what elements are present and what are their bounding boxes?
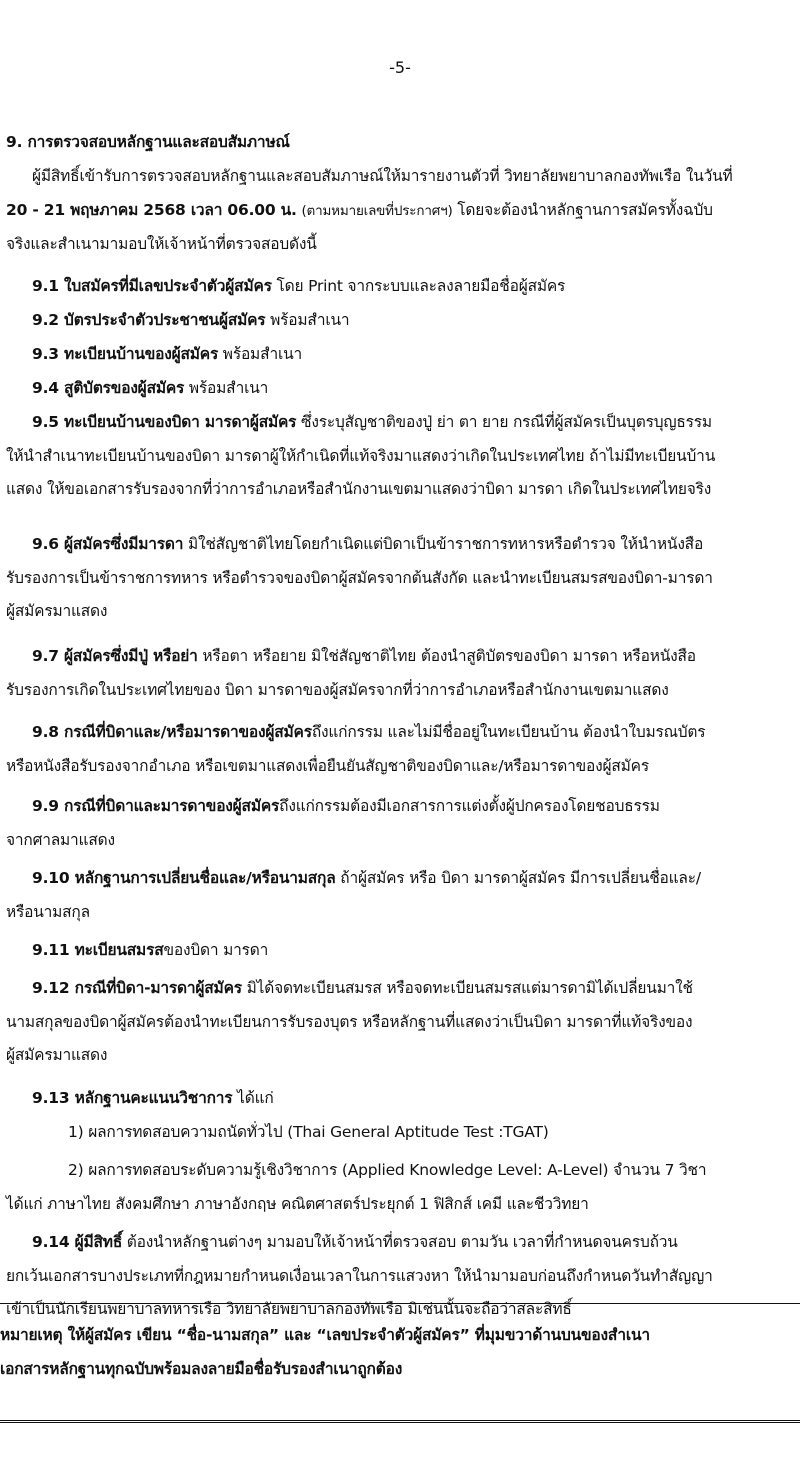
- item-9-14-line-3: เข้าเป็นนักเรียนพยาบาลทหารเรือ วิทยาลัยพยาบาลกองทัพเรือ มิเช่นนั้นจะถือว่าสละสิทธิ์: [6, 1300, 572, 1318]
- item-9-9: [6, 790, 794, 857]
- item-9-13-sub-2: [6, 1154, 794, 1221]
- item-9-4: [6, 372, 800, 406]
- intro-paragraph: [6, 160, 794, 262]
- item-9-2-title: 9.2 บัตรประจำตัวประชาชนผู้สมัคร: [32, 311, 266, 329]
- item-9-8-line-2: หรือหนังสือรับรองจากอำเภอ หรือเขตมาแสดงเพื่อยืนยันสัญชาติของบิดาและ/หรือมารดาของผู้สมัคร: [6, 756, 649, 775]
- item-9-4-text: พร้อมสำเนา: [184, 379, 269, 397]
- intro-line-3: จริงและสำเนามามอบให้เจ้าหน้าที่ตรวจสอบดังนี้: [6, 235, 317, 253]
- item-9-12-title: 9.12 กรณีที่บิดา-มารดาผู้สมัคร: [32, 979, 242, 997]
- note-block: [0, 1318, 798, 1386]
- item-9-10-line-1: ถ้าผู้สมัคร หรือ บิดา มารดาผู้สมัคร มีการเปลี่ยนชื่อและ/: [335, 869, 701, 887]
- note-line-1: หมายเหตุ ให้ผู้สมัคร เขียน “ชื่อ-นามสกุล” และ “เลขประจำตัวผู้สมัคร” ที่มุมขวาด้านบนของสำเนา: [0, 1326, 650, 1344]
- item-9-2: [6, 304, 800, 338]
- item-9-1: [6, 270, 800, 304]
- item-9-1-text: โดย Print จากระบบและลงลายมือชื่อผู้สมัคร: [271, 277, 566, 295]
- item-9-9-line-2: จากศาลมาแสดง: [6, 830, 115, 849]
- item-9-12: [6, 972, 794, 1073]
- item-9-1-title: 9.1 ใบสมัครที่มีเลขประจำตัวผู้สมัคร: [32, 277, 272, 295]
- item-9-13-text: ได้แก่: [232, 1089, 274, 1107]
- item-9-6-line-1: มิใช่สัญชาติไทยโดยกำเนิดแต่บิดาเป็นข้าราชการทหารหรือตำรวจ ให้นำหนังสือ: [183, 535, 704, 553]
- section-heading-text: 9. การตรวจสอบหลักฐานและสอบสัมภาษณ์: [6, 133, 290, 151]
- intro-line-1: ผู้มีสิทธิ์เข้ารับการตรวจสอบหลักฐานและสอบสัมภาษณ์ให้มารายงานตัวที่ วิทยาลัยพยาบาลกองทัพเรือ ในวันที่: [32, 167, 733, 185]
- item-9-13: [6, 1082, 800, 1116]
- item-9-13-sub-2-line-1: 2) ผลการทดสอบระดับความรู้เชิงวิชาการ (Applied Knowledge Level: A-Level) จำนวน 7 วิชา: [68, 1161, 707, 1179]
- note-line-2: เอกสารหลักฐานทุกฉบับพร้อมลงลายมือชื่อรับรองสำเนาถูกต้อง: [0, 1360, 403, 1378]
- item-9-5-title: 9.5 ทะเบียนบ้านของบิดา มารดาผู้สมัคร: [32, 413, 297, 431]
- page-number: -5-: [389, 58, 411, 77]
- note-top-rule: [0, 1303, 800, 1304]
- item-9-6-line-3: ผู้สมัครมาแสดง: [6, 602, 108, 620]
- item-9-6-line-2: รับรองการเป็นข้าราชการทหาร หรือตำรวจของบิดาผู้สมัครจากต้นสังกัด และนำทะเบียนสมรสของบิดา-มารดา: [6, 568, 713, 587]
- section-heading: [6, 126, 794, 160]
- note-bottom-rule: [0, 1420, 800, 1423]
- item-9-7-line-1: หรือตา หรือยาย มิใช่สัญชาติไทย ต้องนำสูติบัตรของบิดา มารดา หรือหนังสือ: [197, 647, 696, 665]
- item-9-5-line-3: แสดง ให้ขอเอกสารรับรองจากที่ว่าการอำเภอหรือสำนักงานเขตมาแสดงว่าบิดา มารดา เกิดในประเทศไทยจริง: [6, 480, 712, 498]
- item-9-13-sub-1: 1) ผลการทดสอบความถนัดทั่วไป (Thai General Aptitude Test :TGAT): [68, 1123, 549, 1141]
- intro-date: 20 - 21 พฤษภาคม 2568 เวลา 06.00 น.: [6, 200, 297, 219]
- item-9-5: [6, 406, 794, 507]
- item-9-14-title: 9.14 ผู้มีสิทธิ์: [32, 1233, 123, 1251]
- item-9-5-line-2: ให้นำสำเนาทะเบียนบ้านของบิดา มารดาผู้ให้กำเนิดที่แท้จริงมาแสดงว่าเกิดในประเทศไทย ถ้าไม่มีทะเบียนบ้าน: [6, 446, 716, 465]
- item-9-12-line-2: นามสกุลของบิดาผู้สมัครต้องนำทะเบียนการรับรองบุตร หรือหลักฐานที่แสดงว่าเป็นบิดา มารดาที่แท้จริงของ: [6, 1012, 693, 1031]
- item-9-8-title: 9.8 กรณีที่บิดาและ/หรือมารดาของผู้สมัคร: [32, 723, 312, 741]
- item-9-14: [6, 1226, 794, 1327]
- item-9-12-line-3: ผู้สมัครมาแสดง: [6, 1046, 108, 1064]
- item-9-2-text: พร้อมสำเนา: [265, 311, 350, 329]
- item-9-4-title: 9.4 สูติบัตรของผู้สมัคร: [32, 379, 185, 397]
- item-9-14-line-2: ยกเว้นเอกสารบางประเภทที่กฎหมายกำหนดเงื่อนเวลาในการแสวงหา ให้นำมามอบก่อนถึงกำหนดวันทำสัญญา: [6, 1266, 713, 1285]
- item-9-5-line-1: ซึ่งระบุสัญชาติของปู่ ย่า ตา ยาย กรณีที่ผู้สมัครเป็นบุตรบุญธรรม: [296, 413, 712, 431]
- item-9-10-title: 9.10 หลักฐานการเปลี่ยนชื่อและ/หรือนามสกุล: [32, 869, 336, 887]
- item-9-3-text: พร้อมสำเนา: [218, 345, 303, 363]
- item-9-12-line-1: มิได้จดทะเบียนสมรส หรือจดทะเบียนสมรสแต่มารดามิได้เปลี่ยนมาใช้: [241, 979, 693, 997]
- item-9-13-sub-2-line-2: ได้แก่ ภาษาไทย สังคมศึกษา ภาษาอังกฤษ คณิตศาสตร์ประยุกต์ 1 ฟิสิกส์ เคมี และชีววิทยา: [6, 1194, 589, 1213]
- item-9-11: [6, 934, 800, 968]
- item-9-10-line-2: หรือนามสกุล: [6, 902, 90, 921]
- item-9-13-title: 9.13 หลักฐานคะแนนวิชาการ: [32, 1089, 233, 1107]
- intro-note: (ตามหมายเลขที่ประกาศฯ): [301, 202, 453, 219]
- item-9-9-title: 9.9 กรณีที่บิดาและมารดาของผู้สมัคร: [32, 797, 280, 815]
- item-9-9-line-1: ถึงแก่กรรมต้องมีเอกสารการแต่งตั้งผู้ปกครองโดยชอบธรรม: [279, 797, 660, 815]
- item-9-8: [6, 716, 794, 783]
- item-9-11-text: ของบิดา มารดา: [163, 941, 269, 959]
- item-9-3-title: 9.3 ทะเบียนบ้านของผู้สมัคร: [32, 345, 219, 363]
- item-9-3: [6, 338, 800, 372]
- item-9-6-title: 9.6 ผู้สมัครซึ่งมีมารดา: [32, 535, 184, 553]
- item-9-14-line-1: ต้องนำหลักฐานต่างๆ มามอบให้เจ้าหน้าที่ตรวจสอบ ตามวัน เวลาที่กำหนดจนครบถ้วน: [122, 1233, 678, 1251]
- item-9-10: [6, 862, 794, 929]
- item-9-8-line-1: ถึงแก่กรรม และไม่มีชื่ออยู่ในทะเบียนบ้าน ต้องนำใบมรณบัตร: [311, 723, 706, 741]
- item-9-7: [6, 640, 794, 707]
- item-9-11-title: 9.11 ทะเบียนสมรส: [32, 941, 164, 959]
- item-9-7-title: 9.7 ผู้สมัครซึ่งมีปู่ หรือย่า: [32, 647, 198, 665]
- item-9-6: [6, 528, 794, 629]
- intro-line-2-rest: โดยจะต้องนำหลักฐานการสมัครทั้งฉบับ: [457, 200, 713, 219]
- item-9-7-line-2: รับรองการเกิดในประเทศไทยของ บิดา มารดาของผู้สมัครจากที่ว่าการอำเภอหรือสำนักงานเขตมาแสดง: [6, 680, 669, 699]
